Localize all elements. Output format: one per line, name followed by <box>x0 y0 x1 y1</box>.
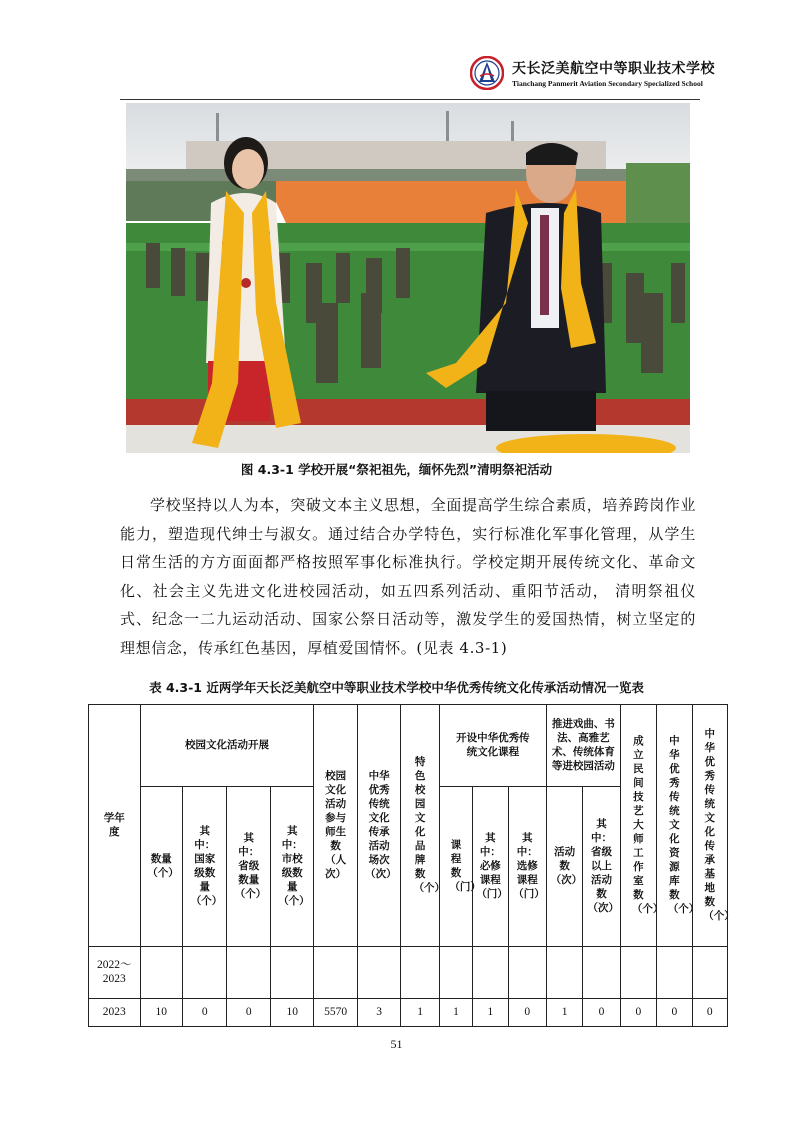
cell: 1 <box>401 999 439 1027</box>
header-year: 学年度 <box>89 705 141 947</box>
header-participants: 校园文化活动参与师生数（人次） <box>314 705 357 947</box>
cell: 1 <box>473 999 508 1027</box>
activity-table <box>88 704 735 1027</box>
cell <box>227 947 270 999</box>
header-promote-group: 推进戏曲、书法、高雅艺术、传统体育等进校园活动 <box>546 705 620 787</box>
header-provincial: 其中：省级数量（个） <box>227 787 270 947</box>
header-course-group: 开设中华优秀传统文化课程 <box>439 705 546 787</box>
cell <box>401 947 439 999</box>
header-studio: 成立民间技艺大师工作室数（个） <box>620 705 656 947</box>
header-sessions: 中华优秀传统文化传承活动场次（次） <box>357 705 400 947</box>
cell: 0 <box>620 999 656 1027</box>
ceremony-photo <box>126 103 690 453</box>
cell <box>314 947 357 999</box>
school-logo-icon <box>470 56 504 90</box>
header-resource: 中华优秀传统文化资源库数（个） <box>657 705 692 947</box>
cell <box>183 947 227 999</box>
header-prov-above: 其中：省级以上活动数（次） <box>583 787 620 947</box>
cell: 0 <box>183 999 227 1027</box>
cell <box>357 947 400 999</box>
cell <box>692 947 728 999</box>
header-campus-group: 校园文化活动开展 <box>140 705 314 787</box>
table-header-row <box>89 705 728 787</box>
cell: 0 <box>692 999 728 1027</box>
cell <box>140 947 182 999</box>
table-row <box>89 999 728 1027</box>
header-required: 其中：必修课程（门） <box>473 787 508 947</box>
cell: 10 <box>140 999 182 1027</box>
cell: 0 <box>583 999 620 1027</box>
header-brand: 特色校园文化品牌数（个） <box>401 705 439 947</box>
page-header <box>120 52 715 100</box>
cell: 0 <box>657 999 692 1027</box>
cell: 1 <box>546 999 582 1027</box>
cell: 1 <box>439 999 472 1027</box>
page-number: 51 <box>390 1037 403 1051</box>
header-national: 其中：国家级数量（个） <box>183 787 227 947</box>
cell <box>620 947 656 999</box>
cell: 5570 <box>314 999 357 1027</box>
row-year: 2022～2023 <box>89 947 141 999</box>
cell <box>270 947 313 999</box>
cell <box>546 947 582 999</box>
cell <box>473 947 508 999</box>
header-course: 课程数（门） <box>439 787 472 947</box>
cell: 0 <box>508 999 546 1027</box>
cell <box>439 947 472 999</box>
header-city: 其中：市校级数量（个） <box>270 787 313 947</box>
table-title: 表 4.3-1 近两学年天长泛美航空中等职业技术学校中华优秀传统文化传承活动情况一览表 <box>149 680 644 695</box>
header-divider <box>120 99 700 100</box>
cell: 0 <box>227 999 270 1027</box>
school-name-en: Tianchang Panmerit Aviation Secondary Specialized School <box>512 79 703 88</box>
header-count: 数量（个） <box>140 787 182 947</box>
body-text <box>120 491 696 662</box>
table-row <box>89 947 728 999</box>
school-name-cn: 天长泛美航空中等职业技术学校 <box>512 61 715 77</box>
cell <box>583 947 620 999</box>
figure-caption: 图 4.3-1 学校开展“祭祀祖先，缅怀先烈”清明祭祀活动 <box>240 462 553 477</box>
cell: 10 <box>270 999 313 1027</box>
cell <box>657 947 692 999</box>
header-elective: 其中：选修课程（门） <box>508 787 546 947</box>
cell: 3 <box>357 999 400 1027</box>
cell <box>508 947 546 999</box>
header-base: 中华优秀传统文化传承基地数（个） <box>692 705 728 947</box>
body-paragraph: 学校坚持以人为本，突破文本主义思想，全面提高学生综合素质，培养跨岗作业能力，塑造现代绅士与淑女。通过结合办学特色，实行标准化军事化管理，从学生日常生活的方方面面都严格按照军事化标准执行。学校定期开展传统文化、革命文化、社会主义先进文化进校园活动，如五四系列活动、重阳节活动， 清明祭祖仪式、纪念一二九运动活动、国家公祭日活动等，激发学生的爱国热情，树立坚定的理想信念，传承红色基因，厚植爱国情怀。(见表 4.3-1) <box>120 496 697 657</box>
header-activities: 活动数（次） <box>546 787 582 947</box>
row-year: 2023 <box>89 999 141 1027</box>
